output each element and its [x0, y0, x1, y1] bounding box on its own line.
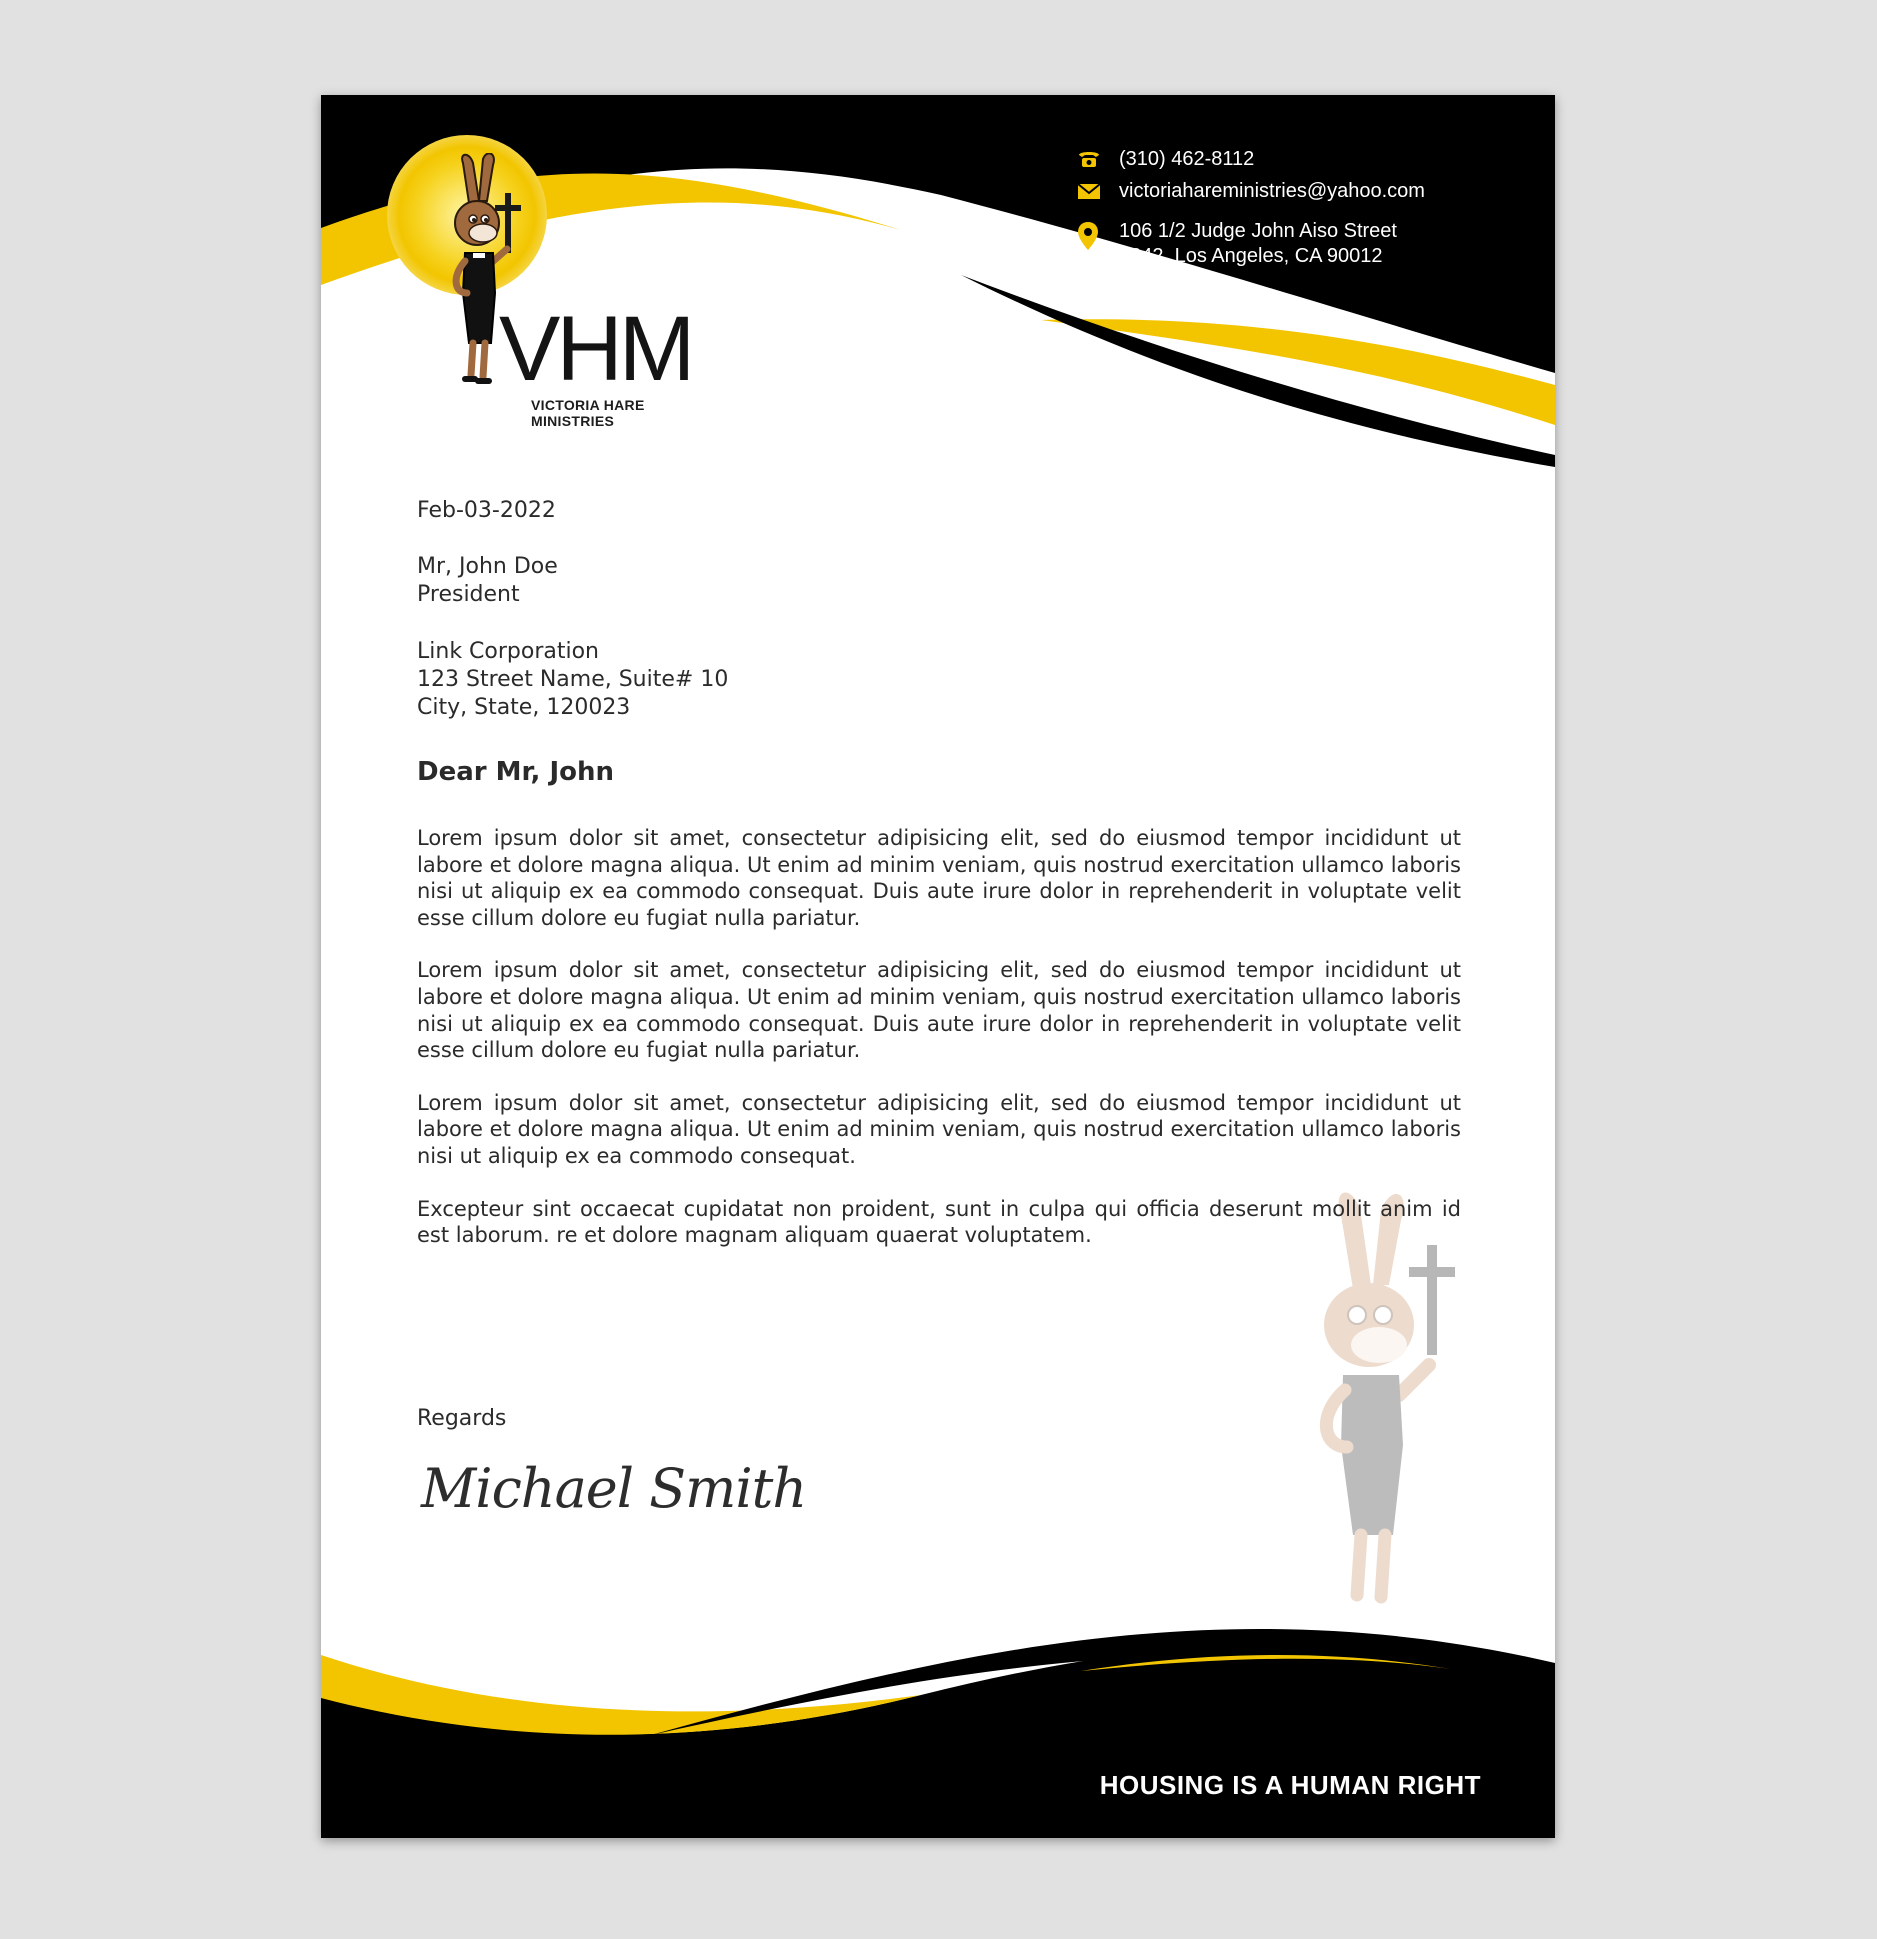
body-paragraph: Lorem ipsum dolor sit amet, consectetur adipisicing elit, sed do eiusmod tempor incididunt ut labore et dolore magna aliqua. Ut enim ad minim veniam, quis nostrud exercitation ullamco laboris nisi ut aliquip ex ea commodo consequat.: [417, 1090, 1461, 1168]
address-line-2: #242, Los Angeles, CA 90012: [1119, 245, 1383, 267]
company-block: [417, 638, 728, 722]
company-name: Link Corporation: [417, 639, 600, 664]
body-paragraph: Excepteur sint occaecat cupidatat non proident, sunt in culpa qui officia deserunt mollit anim id est laborum. re et dolore magnam aliquam quaerat voluptatem.: [417, 1196, 1461, 1248]
letterhead-page: [321, 95, 1555, 1838]
envelope-icon: [1077, 183, 1101, 201]
signature: Michael Smith: [421, 1457, 807, 1520]
body-paragraph: Lorem ipsum dolor sit amet, consectetur adipisicing elit, sed do eiusmod tempor incididunt ut labore et dolore magna aliqua. Ut enim ad minim veniam, quis nostrud exercitation ullamco laboris nisi ut aliquip ex ea commodo consequat. Duis aute irure dolor in reprehenderit in voluptate velit esse cillum dolore eu fugiat nulla pariatur.: [417, 826, 1461, 930]
phone-icon: [1077, 149, 1101, 169]
recipient-block: [417, 553, 558, 609]
letter-greeting: Dear Mr, John: [417, 757, 614, 787]
address-line-1: 106 1/2 Judge John Aiso Street: [1119, 220, 1397, 242]
recipient-name: Mr, John Doe: [417, 554, 558, 579]
company-city: City, State, 120023: [417, 695, 631, 720]
letter-date: Feb-03-2022: [417, 498, 556, 523]
company-street: 123 Street Name, Suite# 10: [417, 667, 729, 692]
body-paragraph: Lorem ipsum dolor sit amet, consectetur adipisicing elit, sed do eiusmod tempor incididunt ut labore et dolore magna aliqua. Ut enim ad minim veniam, quis nostrud exercitation ullamco laboris nisi ut aliquip ex ea commodo consequat. Duis aute irure dolor in reprehenderit in voluptate velit esse cillum dolore eu fugiat nulla pariatur.: [417, 958, 1461, 1063]
footer-tagline: HOUSING IS A HUMAN RIGHT: [1099, 1770, 1481, 1800]
letter-paragraphs: [417, 825, 1461, 1275]
phone-number: (310) 462-8112: [1119, 148, 1255, 170]
map-pin-icon: [1077, 221, 1099, 251]
logo-mark-text: VHM: [499, 298, 692, 400]
vhm-logo: [381, 135, 701, 435]
letter-closing: Regards: [417, 1406, 507, 1431]
address-text: [1119, 219, 1397, 269]
email-address: victoriahareministries@yahoo.com: [1119, 180, 1425, 202]
recipient-title: President: [417, 582, 520, 607]
logo-subtitle: VICTORIA HARE MINISTRIES: [531, 397, 645, 429]
